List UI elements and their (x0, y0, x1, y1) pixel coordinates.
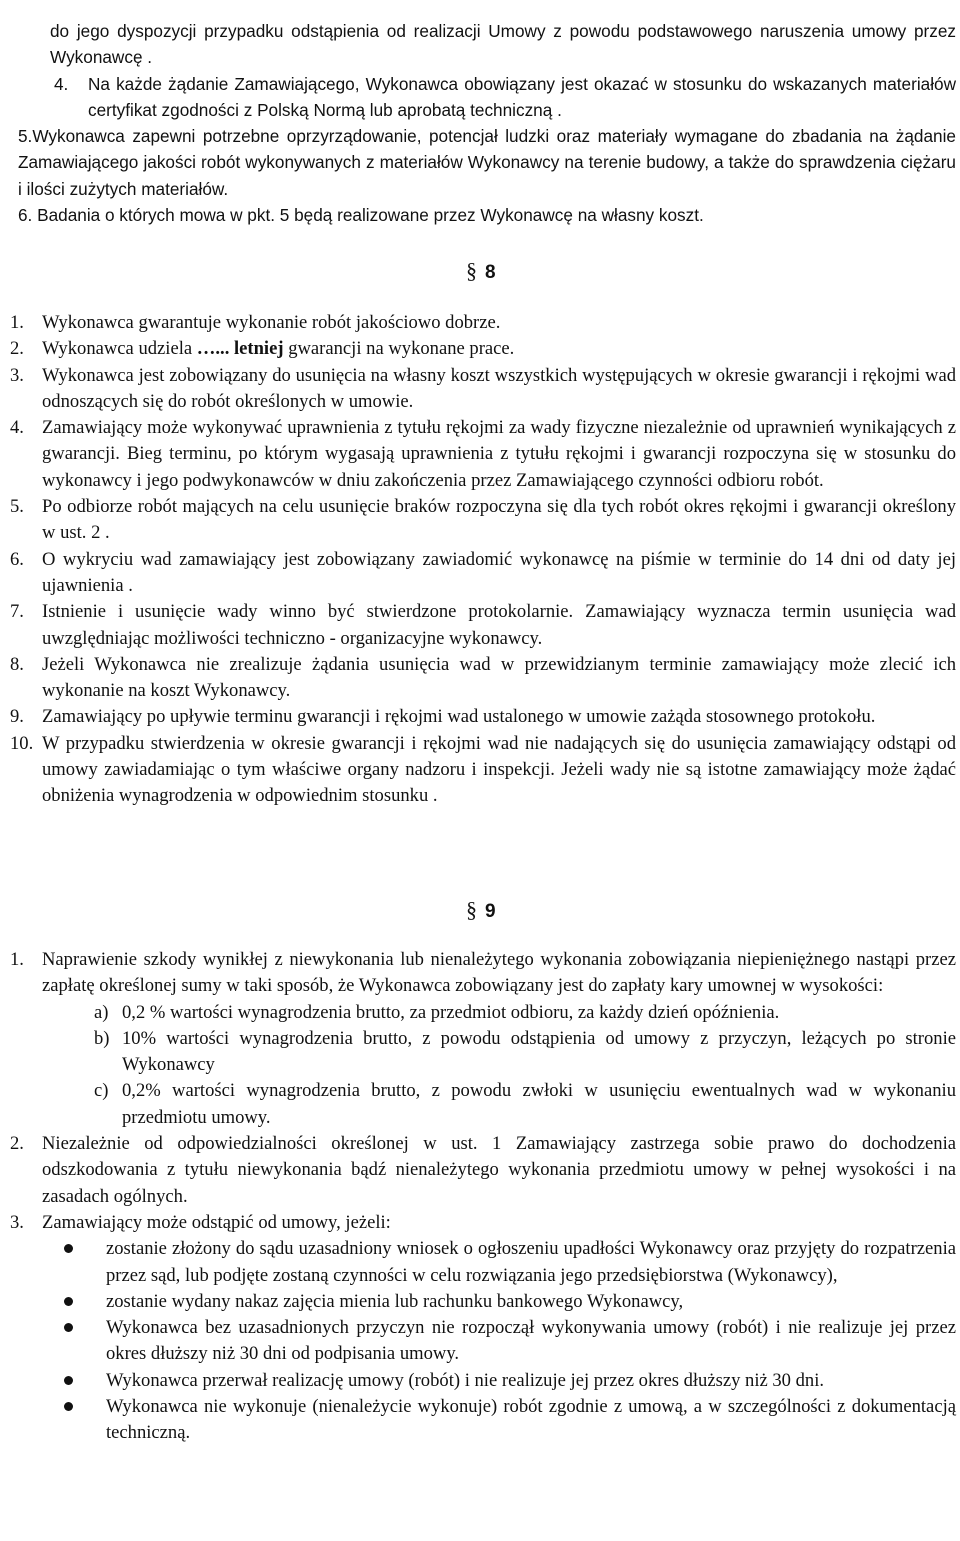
point-text: Wykonawca zapewni potrzebne oprzyrządowanie, potencjał ludzki oraz materiały wymagane do zbadania na żądanie Zamawiającego jakości robót wykonywanych z materiałów Wykonawcy na terenie budowy, a także do sprawdzenia ciężaru i ilości zużytych materiałów. (18, 126, 956, 199)
sub-item-text: 10% wartości wynagrodzenia brutto, z powodu odstąpienia od umowy z przyczyn, leżących po stronie Wykonawcy (122, 1027, 956, 1076)
point-4 (48, 71, 956, 124)
item-text: Po odbiorze robót mających na celu usunięcie braków rozpoczyna się dla tych robót okres rękojmi i gwarancji określony w ust. 2 . (42, 496, 956, 544)
point-number: 5. (18, 126, 33, 147)
item-number: 5. (10, 496, 24, 518)
point-text: Badania o których mowa w pkt. 5 będą realizowane przez Wykonawcę na własny koszt. (37, 205, 704, 226)
item-text: O wykryciu wad zamawiający jest zobowiązany zawiadomić wykonawcę na piśmie w terminie do 14 dni od daty jej ujawnienia . (42, 548, 956, 596)
item-text: Wykonawca gwarantuje wykonanie robót jakościowo dobrze. (42, 312, 501, 333)
point-text: Na każde żądanie Zamawiającego, Wykonawca obowiązany jest okazać w stosunku do wskazanych materiałów certyfikat zgodności z Polską Normą lub aprobatą techniczną . (88, 73, 956, 120)
sub-item-text: 0,2% wartości wynagrodzenia brutto, z powodu zwłoki w usunięciu ewentualnych wad w wykonaniu przedmiotu umowy. (122, 1080, 956, 1128)
item-number: 8. (10, 653, 24, 675)
sub-list (94, 1000, 956, 1131)
bullet-icon (63, 1289, 106, 1315)
list-item (10, 1210, 956, 1236)
bullet-icon (63, 1368, 106, 1394)
item-text: Zamawiający może odstąpić od umowy, jeżeli: (42, 1211, 391, 1233)
list-item (10, 947, 956, 1131)
item-text: Istnienie i usunięcie wady winno być stwierdzone protokolarnie. Zamawiający wyznacza termin usunięcia wad uwzględniając możliwości techniczno - organizacyjne wykonawcy. (42, 601, 956, 649)
warranty-years-placeholder: …... letniej (196, 338, 284, 360)
item-number: 3. (10, 364, 24, 386)
item-number: 6. (10, 548, 24, 570)
sub-item-letter: a) (94, 1001, 109, 1023)
continuation-paragraph: do jego dyspozycji przypadku odstąpienia od realizacji Umowy z powodu podstawowego naruszenia umowy przez Wykonawcę . (50, 21, 956, 68)
list-item (10, 652, 956, 705)
item-text-pre: Wykonawca udziela (42, 338, 197, 360)
section-symbol: § (466, 258, 477, 283)
bullet-icon (63, 1236, 106, 1289)
bullet-icon (63, 1315, 106, 1368)
previous-section-tail (18, 18, 956, 228)
sub-item-letter: c) (94, 1080, 109, 1102)
list-item (10, 704, 956, 730)
item-number: 7. (10, 601, 24, 623)
section-heading-9 (466, 897, 496, 925)
list-item (10, 494, 956, 547)
sub-item (94, 1078, 956, 1131)
point-5 (18, 123, 956, 202)
list-item (10, 547, 956, 600)
item-number: 2. (10, 1133, 24, 1155)
item-text-post: gwarancji na wykonane prace. (283, 338, 515, 360)
bullet-item (63, 1236, 956, 1289)
bullet-text: zostanie wydany nakaz zajęcia mienia lub rachunku bankowego Wykonawcy, (106, 1290, 684, 1312)
item-number: 9. (10, 706, 24, 728)
section-number: 8 (485, 262, 496, 283)
list-item (10, 336, 956, 362)
bullet-item (63, 1315, 956, 1368)
item-number: 1. (10, 949, 24, 970)
bullet-item (63, 1368, 956, 1394)
item-text: Zamawiający po upływie terminu gwarancji i rękojmi wad ustalonego w umowie zażąda stosownego protokołu. (42, 706, 876, 728)
bullet-item (63, 1289, 956, 1315)
item-text: Naprawienie szkody wynikłej z niewykonania lub nienależytego wykonania zobowiązania niepieniężnego nastąpi przez zapłatę określonej sumy w taki sposób, że Wykonawca zobowiązany jest do zapłaty kary umownej w wysokości: (42, 949, 956, 997)
section-number: 9 (485, 901, 496, 922)
item-text: Wykonawca jest zobowiązany do usunięcia na własny koszt wszystkich występujących w okresie gwarancji i rękojmi wad odnoszących się do robót określonych w umowie. (42, 364, 956, 412)
item-text: W przypadku stwierdzenia w okresie gwarancji i rękojmi wad nie nadających się do usunięcia zamawiający odstąpi od umowy zawiadamiając o tym właściwe organy nadzoru i inspekcji. Jeżeli wady nie są istotne zamawiający może żądać obniżenia wynagrodzenia w odpowiednim stosunku . (42, 732, 956, 807)
item-text (42, 336, 956, 362)
point-number: 6. (18, 205, 33, 226)
sub-item-text: 0,2 % wartości wynagrodzenia brutto, za przedmiot odbioru, za każdy dzień opóźnienia. (122, 1001, 780, 1023)
bullet-text: Wykonawca nie wykonuje (nienależycie wykonuje) robót zgodnie z umową, a w szczególności z dokumentacją techniczną. (106, 1396, 956, 1444)
section-symbol: § (466, 897, 477, 922)
bullet-text: Wykonawca przerwał realizację umowy (robót) i nie realizuje jej przez okres dłuższy niż 30 dni. (106, 1369, 825, 1391)
item-number: 1. (10, 312, 24, 333)
item-text: Zamawiający może wykonywać uprawnienia z tytułu rękojmi za wady fizyczne niezależnie od uprawnień wynikających z gwarancji. Bieg terminu, po którym wygasają uprawnienia z tytułu rękojmi i gwarancji rozpoczyna się w stosunku do wykonawcy i jego podwykonawców w dniu zakończenia przez Zamawiającego czynności odbioru robót. (42, 417, 956, 491)
bullet-text: Wykonawca bez uzasadnionych przyczyn nie rozpoczął wykonywania umowy (robót) i nie realizuje jej przez okres dłuższy niż 30 dni od podpisania umowy. (106, 1317, 956, 1365)
item-number: 4. (10, 417, 24, 439)
section-heading-8 (466, 258, 496, 286)
bullet-text: zostanie złożony do sądu uzasadniony wniosek o ogłoszeniu upadłości Wykonawcy oraz przyjęty do rozpatrzenia przez sąd, lub podjęte zostaną czynności w celu rozwiązania jego przedsiębiorstwa (Wykonawcy), (106, 1238, 956, 1286)
item-number: 2. (10, 338, 24, 360)
list-item (10, 310, 956, 336)
list-item (10, 599, 956, 652)
item-number: 3. (10, 1211, 24, 1233)
list-item (10, 1131, 956, 1210)
section-8-list (10, 310, 956, 810)
item-text: Niezależnie od odpowiedzialności określonej w ust. 1 Zamawiający zastrzega sobie prawo do dochodzenia odszkodowania z tytułu niewykonania bądź nienależytego wykonania przedmiotu umowy w pełnej wysokości i na zasadach ogólnych. (42, 1133, 956, 1207)
sub-item-letter: b) (94, 1027, 110, 1049)
item-number: 10. (10, 732, 34, 754)
sub-item (94, 1000, 956, 1026)
bullet-icon (63, 1394, 106, 1447)
list-item (10, 415, 956, 494)
item-text: Jeżeli Wykonawca nie zrealizuje żądania usunięcia wad w przewidzianym terminie zamawiający może zlecić ich wykonanie na koszt Wykonawcy. (42, 653, 956, 702)
sub-item (94, 1026, 956, 1079)
point-6 (18, 202, 956, 228)
list-item (10, 363, 956, 416)
bullet-list (63, 1236, 956, 1446)
section-9-list (10, 947, 956, 1447)
bullet-item (63, 1394, 956, 1447)
list-item (10, 731, 956, 810)
point-number: 4. (54, 73, 69, 94)
